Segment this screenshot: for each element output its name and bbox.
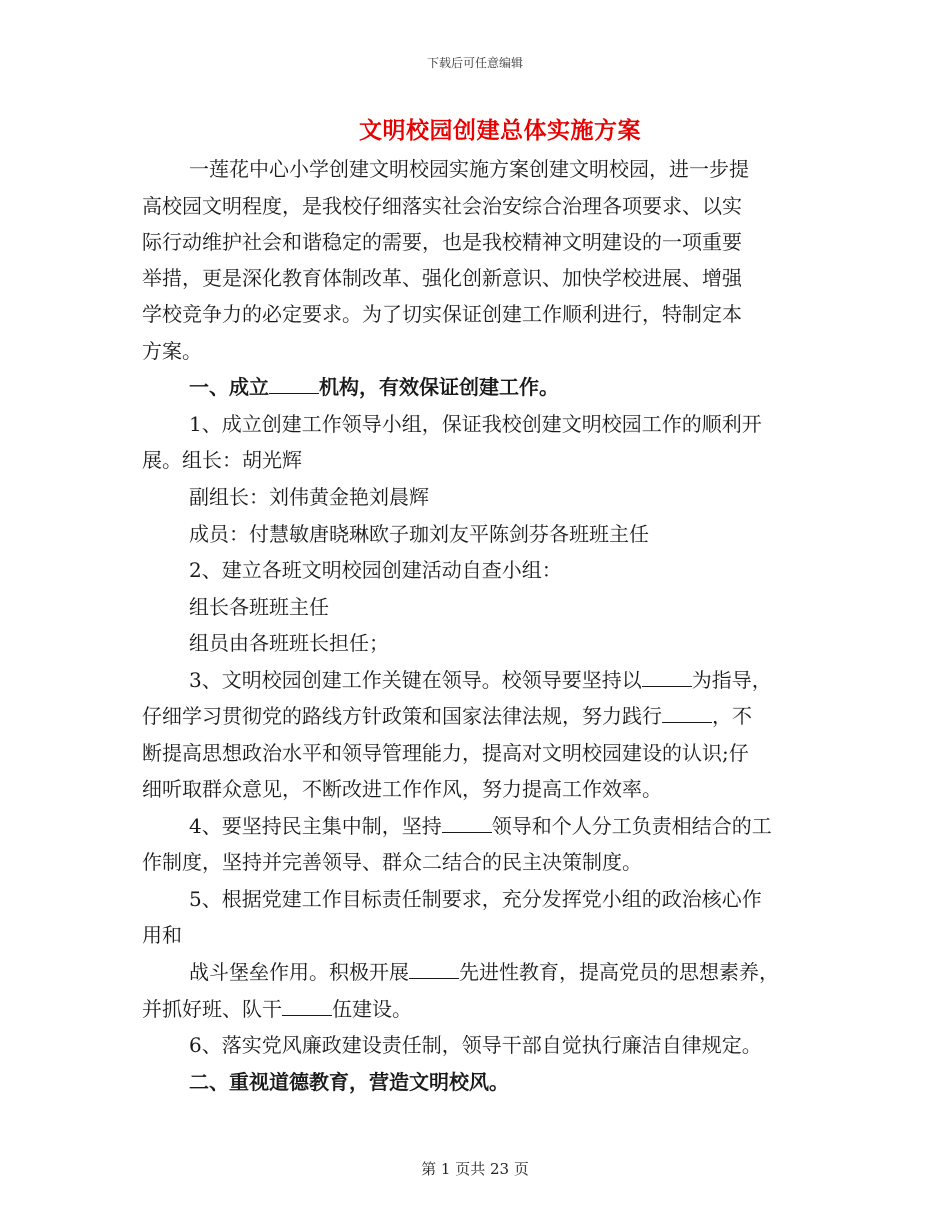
intro-line-4: 举措，更是深化教育体制改革、强化创新意识、加快学校进展、增强 — [142, 266, 742, 290]
item-5-line-4 — [142, 995, 412, 1023]
item-4-line-2: 作制度，坚持并完善领导、群众二结合的民主决策制度。 — [142, 850, 642, 874]
item-6: 6、落实党风廉政建设责任制，领导干部自觉执行廉洁自律规定。 — [189, 1033, 762, 1057]
item-1-line-2: 展。组长：胡光辉 — [142, 448, 302, 472]
item-3-line-3: 断提高思想政治水平和领导管理能力，提高对文明校园建设的认识;仔 — [142, 741, 749, 765]
section-1-heading — [189, 373, 559, 401]
item-3-line-2 — [142, 702, 752, 730]
item-3-line-1-part-a: 3、文明校园创建工作关键在领导。校领导要坚持以 — [189, 668, 642, 692]
item-3-line-4: 细听取群众意见，不断改进工作作风，努力提高工作效率。 — [142, 777, 662, 801]
section-2-heading: 二、重视道德教育，营造文明校风。 — [189, 1070, 509, 1094]
item-5-line-4-part-b: 伍建设。 — [332, 997, 412, 1021]
item-5-line-3-part-b: 先进性教育，提高党员的思想素养， — [459, 960, 779, 984]
intro-line-3: 际行动维护社会和谐稳定的需要，也是我校精神文明建设的一项重要 — [142, 230, 742, 254]
fill-in-blank — [442, 814, 492, 833]
fill-in-blank — [642, 668, 692, 687]
fill-in-blank — [662, 704, 712, 723]
intro-line-2: 高校园文明程度，是我校仔细落实社会治安综合治理各项要求、以实 — [142, 194, 742, 218]
item-5-line-3 — [189, 958, 779, 986]
item-4-line-1 — [189, 812, 772, 840]
item-5-line-2: 用和 — [142, 923, 182, 947]
page-header-note: 下载后可任意编辑 — [426, 56, 523, 70]
item-2-members: 组员由各班班长担任； — [189, 631, 389, 655]
section-1-heading-part-a: 一、成立 — [189, 375, 269, 399]
intro-line-1: 一莲花中心小学创建文明校园实施方案创建文明校园，进一步提 — [189, 157, 749, 181]
item-3-line-2-part-a: 仔细学习贯彻党的路线方针政策和国家法律法规，努力践行 — [142, 704, 662, 728]
deputy-leaders: 副组长：刘伟黄金艳刘晨辉 — [189, 485, 429, 509]
fill-in-blank — [282, 997, 332, 1016]
members-list: 成员：付慧敏唐晓琳欧子珈刘友平陈剑芬各班班主任 — [189, 522, 649, 546]
item-4-line-1-part-b: 领导和个人分工负责相结合的工 — [491, 814, 772, 838]
item-3-line-1 — [189, 666, 772, 694]
intro-line-5: 学校竞争力的必定要求。为了切实保证创建工作顺利进行，特制定本 — [142, 302, 742, 326]
item-1-line-1: 1、成立创建工作领导小组，保证我校创建文明校园工作的顺利开 — [189, 412, 762, 436]
item-2-leader: 组长各班班主任 — [189, 595, 329, 619]
intro-line-6: 方案。 — [142, 339, 202, 363]
fill-in-blank — [409, 960, 459, 979]
item-2: 2、建立各班文明校园创建活动自查小组： — [189, 558, 562, 582]
document-title: 文明校园创建总体实施方案 — [359, 117, 641, 144]
fill-in-blank — [269, 375, 319, 394]
section-1-heading-part-b: 机构，有效保证创建工作。 — [319, 375, 559, 399]
item-5-line-1: 5、根据党建工作目标责任制要求，充分发挥党小组的政治核心作 — [189, 887, 762, 911]
item-3-line-2-part-b: ，不 — [712, 704, 752, 728]
item-4-line-1-part-a: 4、要坚持民主集中制，坚持 — [189, 814, 442, 838]
item-3-line-1-part-b: 为指导， — [691, 668, 772, 692]
page-footer: 第 1 页共 23 页 — [421, 1160, 529, 1178]
item-5-line-4-part-a: 并抓好班、队干 — [142, 997, 282, 1021]
item-5-line-3-part-a: 战斗堡垒作用。积极开展 — [189, 960, 409, 984]
